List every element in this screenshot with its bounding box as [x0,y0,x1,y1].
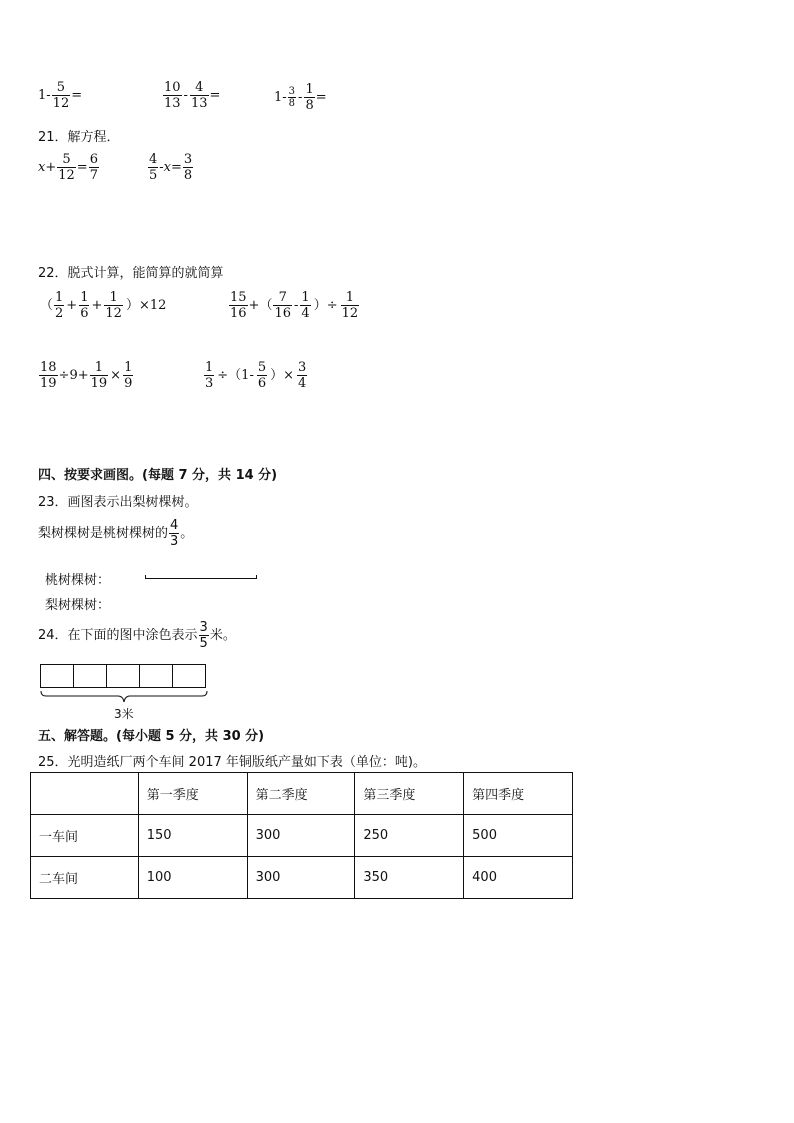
expr-text: 1- [274,90,287,105]
fraction: $\frac{6}{7}$ [89,152,98,183]
variable-x: x+ [38,160,57,175]
fraction: $\frac{3}{5}$ [199,620,208,651]
section-4-title: 四、按要求画图。(每题 7 分，共 14 分) [38,468,278,483]
fraction: $\frac{4}{3}$ [170,518,179,549]
q22-expr-d [203,360,308,391]
equals-sign: = [209,88,221,103]
fraction: $\frac{1}{8}$ [305,82,314,113]
q24-title-line [38,620,236,651]
q22-expr-a [40,290,166,321]
fraction: $\frac{7}{16}$ [274,290,291,321]
operator: + [66,298,78,313]
equals-sign: = [71,88,83,103]
fraction: $\frac{5}{12}$ [52,80,70,111]
fraction: $\frac{3}{8}$ [183,152,193,183]
paren: （ [40,298,54,313]
q24-figure[interactable] [40,664,208,720]
period: 。 [180,526,194,541]
table-cell: 350 [355,857,464,899]
fraction: $\frac{4}{13}$ [190,80,208,111]
q22-expr-b [228,290,360,321]
fraction: $\frac{1}{9}$ [124,360,133,391]
operator: + [91,298,103,313]
brace-icon [40,690,208,704]
table-cell: 250 [355,815,464,857]
fraction: $\frac{15}{16}$ [230,290,247,321]
expr-text: ）÷ [313,298,338,313]
fraction: $\frac{3}{4}$ [298,360,307,391]
table-header-cell: 第一季度 [138,773,247,815]
fraction: $\frac{1}{12}$ [341,290,359,321]
expr-1 [38,80,82,111]
variable-x: -x= [159,160,182,175]
q23-statement [38,518,193,549]
table-header-row [31,773,573,815]
table-cell: 二车间 [31,857,139,899]
q21-title: 21．解方程． [38,130,120,145]
table-cell: 100 [138,857,247,899]
q21-equation-1 [38,152,100,183]
operator: - [294,298,299,313]
operator: × [110,368,122,383]
fraction: $\frac{1}{19}$ [90,360,108,391]
fraction: $\frac{1}{3}$ [205,360,214,391]
table-header-cell: 第三季度 [355,773,464,815]
fraction: $\frac{4}{5}$ [149,152,158,183]
fraction: $\frac{18}{19}$ [40,360,57,391]
peach-label: 桃树棵树： [45,573,111,588]
figure-box-1[interactable] [40,664,74,688]
table-cell: 400 [464,857,573,899]
figure-box-5[interactable] [172,664,206,688]
statement-text: 梨树棵树是桃树棵树的 [38,526,169,541]
table-header-cell: 第四季度 [464,773,573,815]
figure-box-2[interactable] [73,664,107,688]
fraction: $\frac{1}{4}$ [301,290,310,321]
equals-sign: = [315,90,327,105]
fraction: $\frac{1}{2}$ [55,290,64,321]
table-cell: 300 [247,815,355,857]
q24-title: 24．在下面的图中涂色表示 [38,628,198,643]
fraction: $\frac{3}{8}$ [288,86,296,109]
q25-title: 25．光明造纸厂两个车间 2017 年铜版纸产量如下表（单位：吨)。 [38,755,426,770]
table-cell: 一车间 [31,815,139,857]
expr-text: +（ [248,298,273,313]
fraction: $\frac{5}{6}$ [257,360,267,391]
fraction: $\frac{1}{6}$ [80,290,89,321]
q22-title: 22．脱式计算，能简算的就简算 [38,266,224,281]
expr-2 [162,80,220,111]
fraction: $\frac{10}{13}$ [164,80,181,111]
peach-segment [145,575,257,580]
section-5-title: 五、解答题。(每小题 5 分，共 30 分) [38,729,265,744]
expr-3 [274,82,327,113]
production-table [30,772,573,899]
unit-text: 米。 [209,628,236,643]
q21-equation-2 [147,152,194,183]
operator: - [183,88,188,103]
table-header-cell [31,773,139,815]
table-row [31,815,573,857]
pear-label: 梨树棵树： [45,598,111,613]
equals-sign: = [76,160,88,175]
table-cell: 300 [247,857,355,899]
fraction: $\frac{5}{12}$ [58,152,75,183]
table-header-cell: 第二季度 [247,773,355,815]
expr-text: ÷9+ [58,368,89,383]
figure-box-4[interactable] [139,664,173,688]
table-row [31,857,573,899]
figure-box-3[interactable] [106,664,140,688]
operator: - [298,90,303,105]
fraction: $\frac{1}{12}$ [105,290,122,321]
expr-text: ）×12 [125,298,167,313]
expr-text: ÷（1- [217,368,254,383]
expr-text: 1- [38,88,51,103]
table-cell: 500 [464,815,573,857]
brace-label: 3米 [114,707,134,721]
expr-text: ）× [270,368,295,383]
table-cell: 150 [138,815,247,857]
q23-title: 23．画图表示出梨树棵树。 [38,495,198,510]
q22-expr-c [38,360,134,391]
